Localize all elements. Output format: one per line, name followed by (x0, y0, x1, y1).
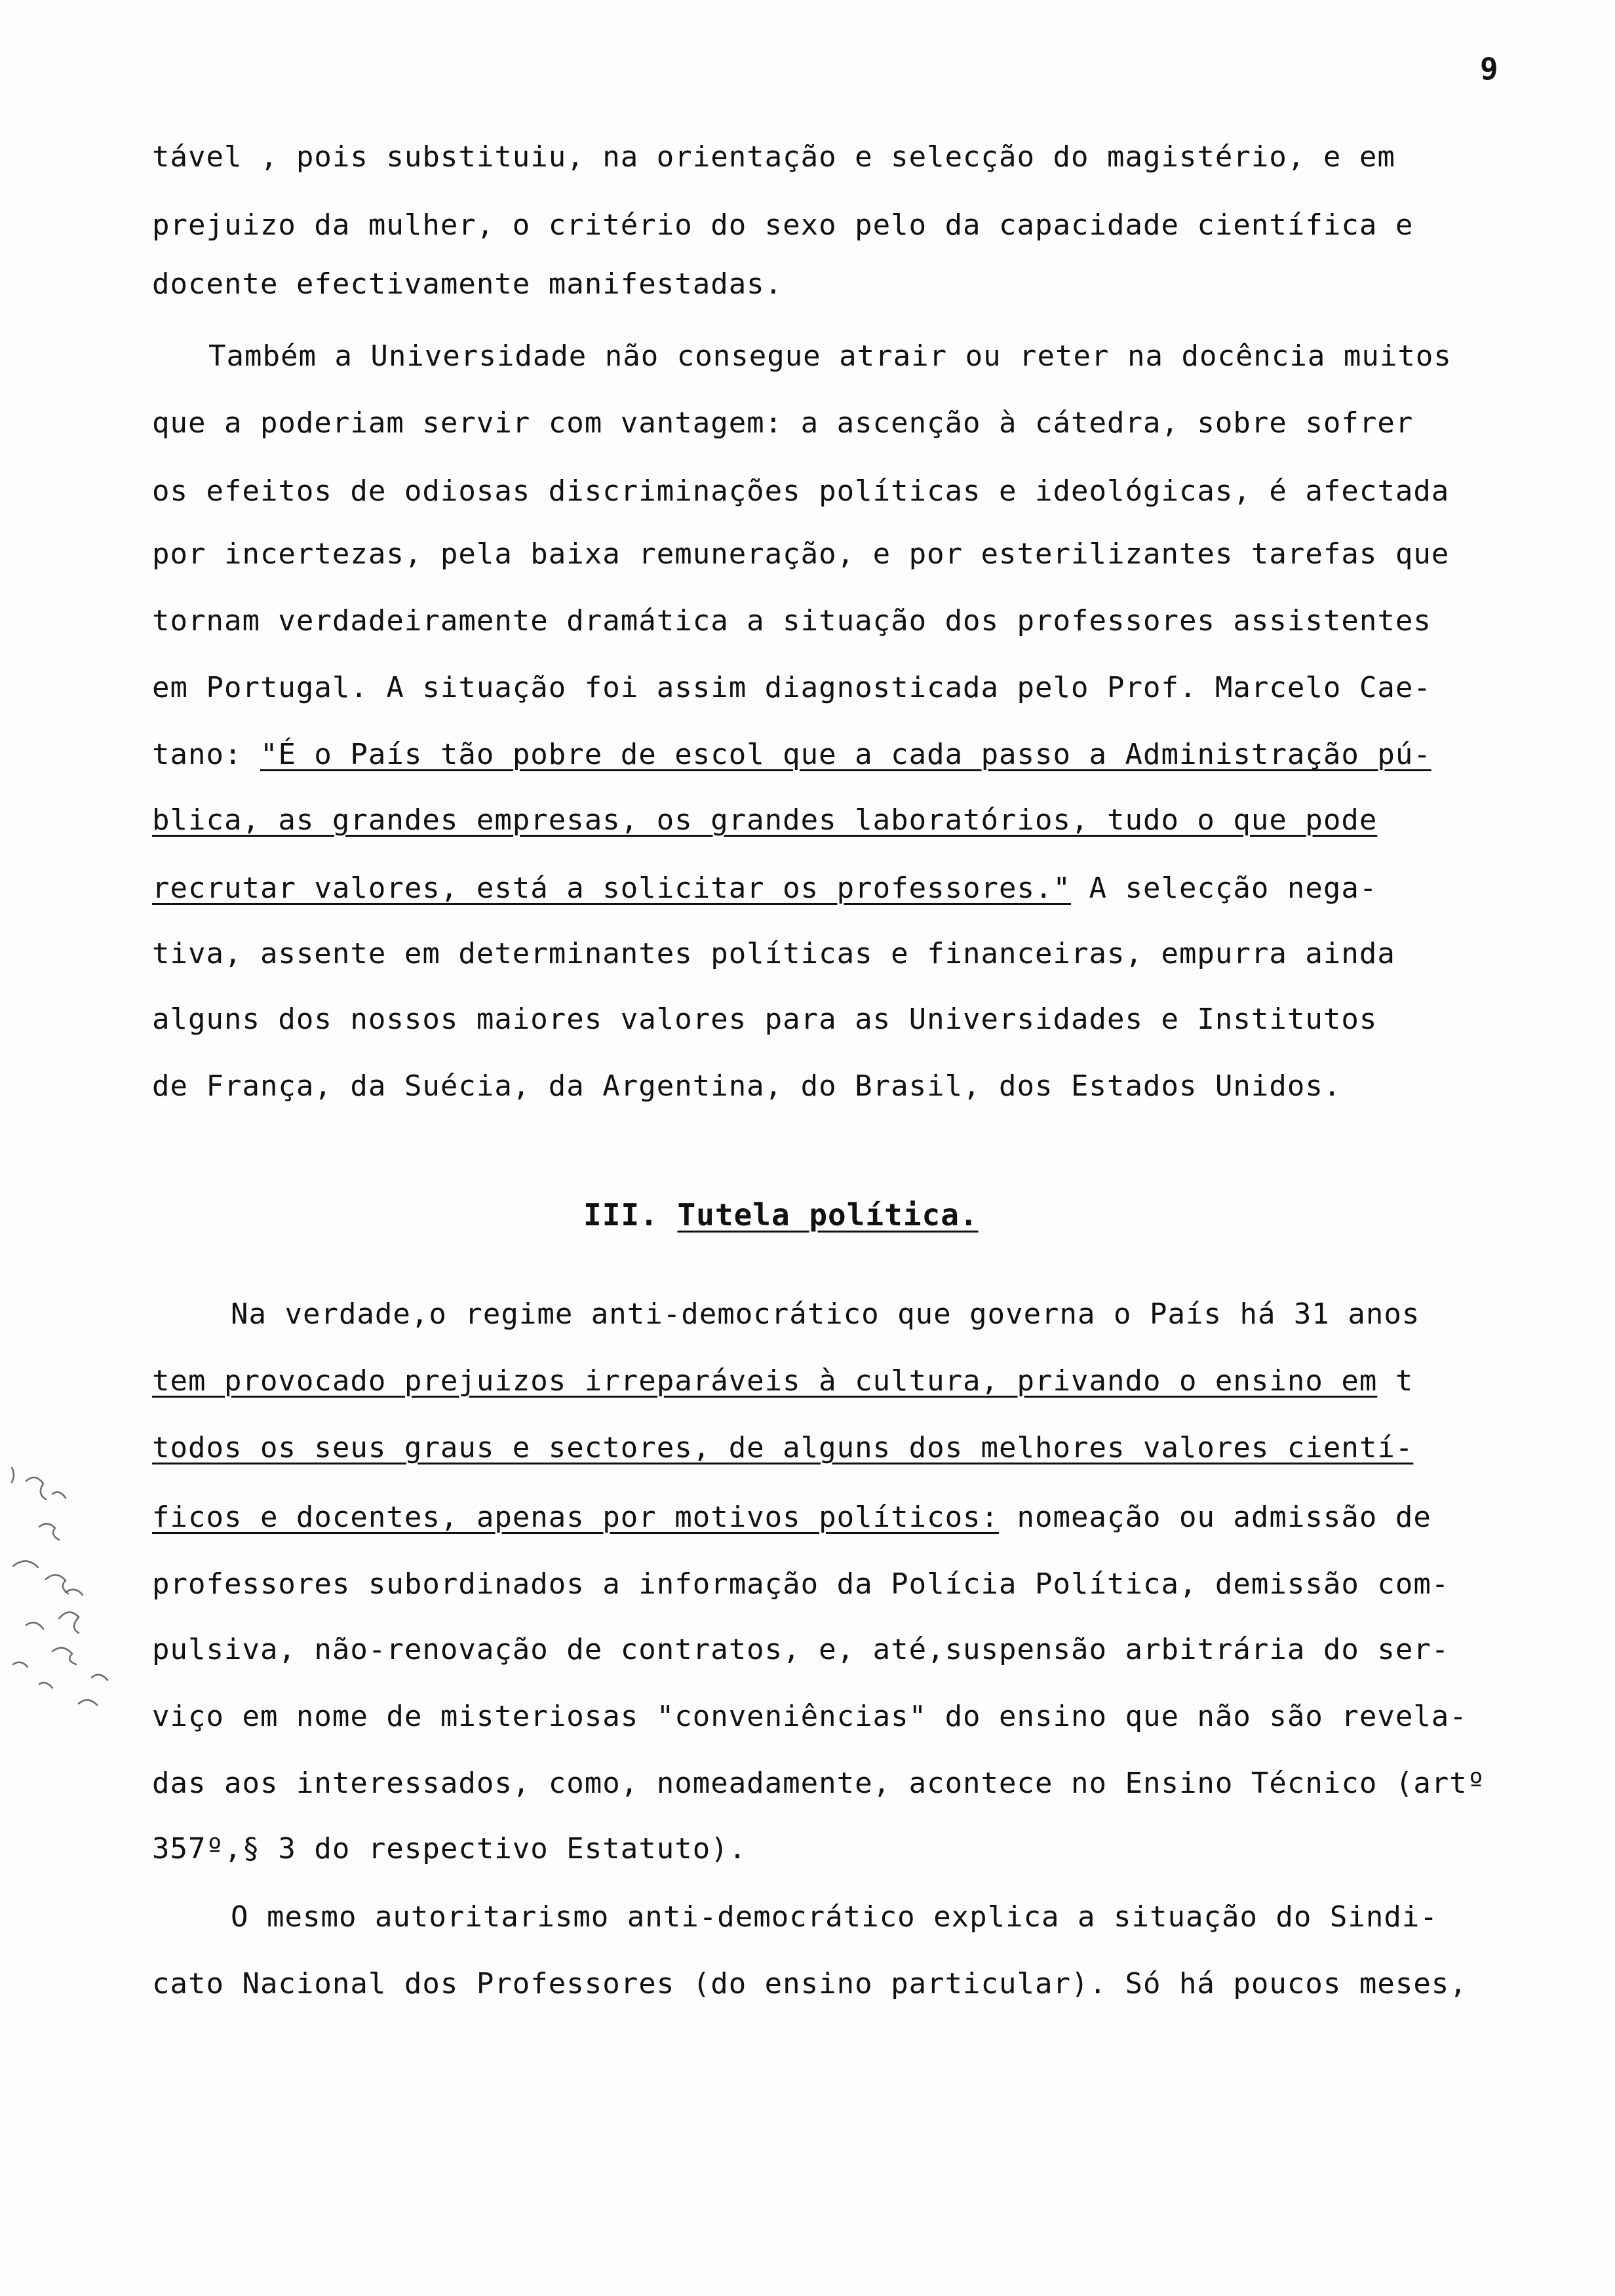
section-heading (583, 1196, 979, 1233)
text-line (152, 536, 1449, 573)
text-line (152, 139, 1395, 176)
text-line (152, 802, 1377, 839)
text-line (231, 1296, 1420, 1333)
text-line (152, 473, 1449, 510)
text-segment: cato Nacional dos Professores (do ensino particular). Só há poucos meses, (152, 1967, 1468, 2000)
text-segment: tano: (152, 738, 260, 771)
text-line (152, 1363, 1413, 1400)
text-segment: viço em nome de misteriosas "conveniências" do ensino que não são revela- (152, 1700, 1468, 1733)
text-line (152, 1765, 1485, 1802)
text-segment: Na verdade,o regime anti-democrático que governa o País há 31 anos (231, 1297, 1420, 1331)
underlined-text: recrutar valores, está a solicitar os professores." (152, 871, 1072, 905)
text-line (208, 338, 1452, 375)
text-segment: A selecção nega- (1071, 871, 1378, 905)
text-line (152, 670, 1431, 706)
text-segment: docente efectivamente manifestadas. (152, 267, 783, 301)
underlined-text: blica, as grandes empresas, os grandes laboratórios, tudo o que pode (152, 803, 1378, 837)
underlined-text: todos os seus graus e sectores, de alguns dos melhores valores cientí- (152, 1431, 1414, 1464)
text-line (152, 1831, 747, 1867)
text-segment: os efeitos de odiosas discriminações políticas e ideológicas, é afectada (152, 474, 1450, 508)
text-segment: nomeação ou admissão de (999, 1501, 1431, 1534)
text-segment: alguns dos nossos maiores valores para as Universidades e Institutos (152, 1003, 1378, 1036)
text-segment: professores subordinados a informação da Polícia Política, demissão com- (152, 1567, 1450, 1601)
underlined-text: "É o País tão pobre de escol que a cada passo a Administração pú- (260, 738, 1431, 771)
text-segment: pulsiva, não-renovação de contratos, e, até,suspensão arbitrária do ser- (152, 1633, 1450, 1666)
text-line (152, 603, 1431, 640)
underlined-text: tem provocado prejuizos irreparáveis à cultura, privando o ensino em (152, 1364, 1378, 1398)
text-line (152, 1566, 1449, 1603)
text-line (152, 737, 1431, 773)
text-segment: que a poderiam servir com vantagem: a ascenção à cátedra, sobre sofrer (152, 406, 1414, 440)
text-line (152, 936, 1395, 972)
underlined-text: ficos e docentes, apenas por motivos políticos: (152, 1501, 1000, 1534)
text-segment: t (1377, 1364, 1414, 1398)
text-line (152, 870, 1377, 907)
text-line (231, 1899, 1438, 1936)
text-segment: Também a Universidade não consegue atrair ou reter na docência muitos (208, 339, 1452, 373)
text-line (152, 1698, 1468, 1735)
page-number: 9 (1480, 51, 1498, 86)
text-segment: em Portugal. A situação foi assim diagnosticada pelo Prof. Marcelo Cae- (152, 671, 1431, 704)
section-title: Tutela política. (677, 1197, 979, 1233)
text-segment: tornam verdadeiramente dramática a situação dos professores assistentes (152, 604, 1431, 638)
text-line (152, 1966, 1468, 2002)
text-line (152, 405, 1413, 442)
text-line (152, 1430, 1413, 1466)
text-segment: tiva, assente em determinantes políticas e financeiras, empurra ainda (152, 937, 1395, 970)
pencil-margin-notes (0, 1455, 131, 1730)
text-segment: de França, da Suécia, da Argentina, do Brasil, dos Estados Unidos. (152, 1069, 1342, 1103)
text-line (152, 1001, 1377, 1038)
text-segment: por incertezas, pela baixa remuneração, e por esterilizantes tarefas que (152, 537, 1450, 571)
text-line (152, 266, 783, 303)
text-line (152, 1068, 1341, 1105)
text-line (152, 1632, 1449, 1668)
text-segment: 357º,§ 3 do respectivo Estatuto). (152, 1832, 747, 1866)
text-segment: O mesmo autoritarismo anti-democrático explica a situação do Sindi- (231, 1900, 1438, 1934)
handwriting-scribble-icon (0, 1455, 131, 1730)
section-number: III. (583, 1197, 678, 1233)
text-segment: das aos interessados, como, nomeadamente, acontece no Ensino Técnico (artº (152, 1767, 1486, 1800)
text-line (152, 1499, 1431, 1536)
text-segment: prejuizo da mulher, o critério do sexo pelo da capacidade científica e (152, 208, 1414, 242)
text-segment: tável , pois substituiu, na orientação e selecção do magistério, e em (152, 140, 1395, 174)
text-line (152, 207, 1413, 244)
